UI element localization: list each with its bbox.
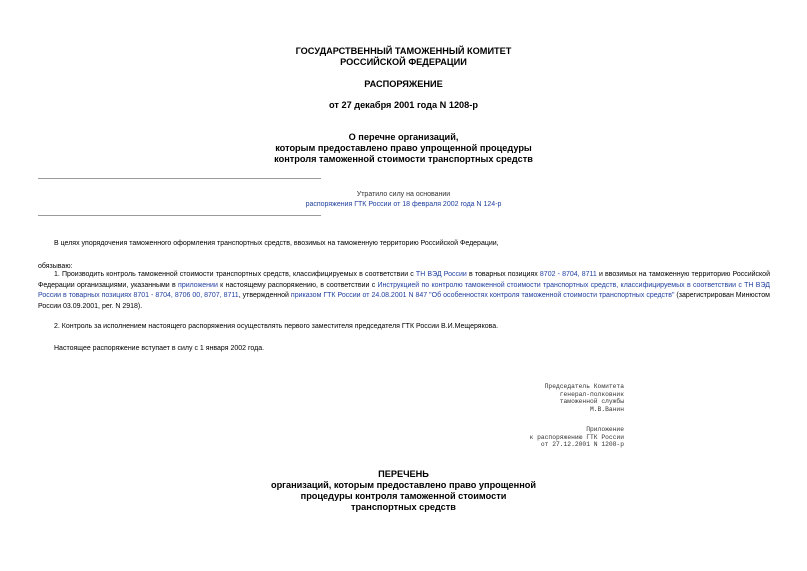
document-date-number: от 27 декабря 2001 года N 1208-р bbox=[329, 100, 478, 110]
signature-line: М.В.Ванин bbox=[589, 405, 624, 413]
tnved-link[interactable]: ТН ВЭД России bbox=[415, 271, 467, 278]
status-note-link[interactable]: распоряжения ГТК России от 18 февраля 2002 года N 124-р bbox=[305, 201, 502, 208]
document-title-line3: контроля таможенной стоимости транспортных средств bbox=[274, 154, 533, 164]
status-note-text: Утратило силу на основании bbox=[356, 191, 451, 198]
appendix-ref-line: к распоряжению ГТК России bbox=[529, 433, 624, 441]
paragraph-3: Настоящее распоряжение вступает в силу с 1 января 2002 года. bbox=[54, 345, 265, 352]
list-title-line4: транспортных средств bbox=[351, 502, 456, 512]
organization-name-line1: ГОСУДАРСТВЕННЫЙ ТАМОЖЕННЫЙ КОМИТЕТ bbox=[295, 46, 512, 56]
paragraph-1 bbox=[38, 270, 770, 312]
paragraph-1-text: и ввозимых на таможенную территорию Российской Федерации организациями, указанными в bbox=[38, 271, 770, 289]
commodity-positions-link[interactable]: 8702 - 8704, 8711 bbox=[539, 271, 597, 278]
paragraph-1-text: к настоящему распоряжению, в соответствии с bbox=[217, 281, 378, 289]
signature-block bbox=[545, 383, 624, 413]
order-link[interactable]: приказом ГТК России от 24.08.2001 N 847 "Об особенностях контроля таможенной стоимости транспортных средств" bbox=[290, 292, 675, 299]
appendix-ref-line: от 27.12.2001 N 1208-р bbox=[540, 441, 624, 449]
appendix-ref-line: Приложение bbox=[586, 426, 624, 433]
document-title-line1: О перечне организаций, bbox=[348, 132, 459, 142]
top-divider bbox=[38, 178, 321, 179]
document-type: РАСПОРЯЖЕНИЕ bbox=[364, 79, 443, 89]
list-title-line2: организаций, которым предоставлено право упрощенной bbox=[270, 480, 537, 490]
signature-line: генерал-полковник bbox=[559, 390, 624, 398]
instruction-link[interactable]: Инструкцией по контролю таможенной стоимости транспортных средств, классифицируемых в соответствии с ТН ВЭД России в товарных позициях 8701 - 8704, 8706 00, 8707, 8711 bbox=[38, 281, 770, 299]
paragraph-1-text: в товарных позициях bbox=[466, 271, 540, 278]
list-title-line1: ПЕРЕЧЕНЬ bbox=[378, 469, 429, 479]
list-title-line3: процедуры контроля таможенной стоимости bbox=[300, 491, 507, 501]
preamble-paragraph: В целях упорядочения таможенного оформления транспортных средств, ввозимых на таможенную территорию Российской Федерации, bbox=[54, 240, 499, 247]
signature-line: таможенной службы bbox=[559, 398, 624, 406]
bottom-divider bbox=[38, 215, 321, 216]
obligate-paragraph: обязываю: bbox=[38, 263, 73, 270]
paragraph-1-text: 1. Производить контроль таможенной стоимости транспортных средств, классифицируемых в соответствии с bbox=[54, 271, 416, 278]
document-title-line2: которым предоставлено право упрощенной процедуры bbox=[275, 143, 532, 153]
paragraph-2: 2. Контроль за исполнением настоящего распоряжения осуществлять первого заместителя председателя ГТК России В.И.Мещерякова. bbox=[54, 323, 499, 330]
signature-line: Председатель Комитета bbox=[544, 383, 624, 390]
appendix-reference bbox=[530, 426, 624, 449]
appendix-link[interactable]: приложении bbox=[178, 281, 218, 289]
organization-name-line2: РОССИЙСКОЙ ФЕДЕРАЦИИ bbox=[340, 57, 467, 67]
paragraph-1-text: (зарегистрирован Минюстом России 03.09.2001, рег. N 2918). bbox=[38, 292, 770, 310]
paragraph-1-text: , утвержденной bbox=[238, 292, 291, 299]
